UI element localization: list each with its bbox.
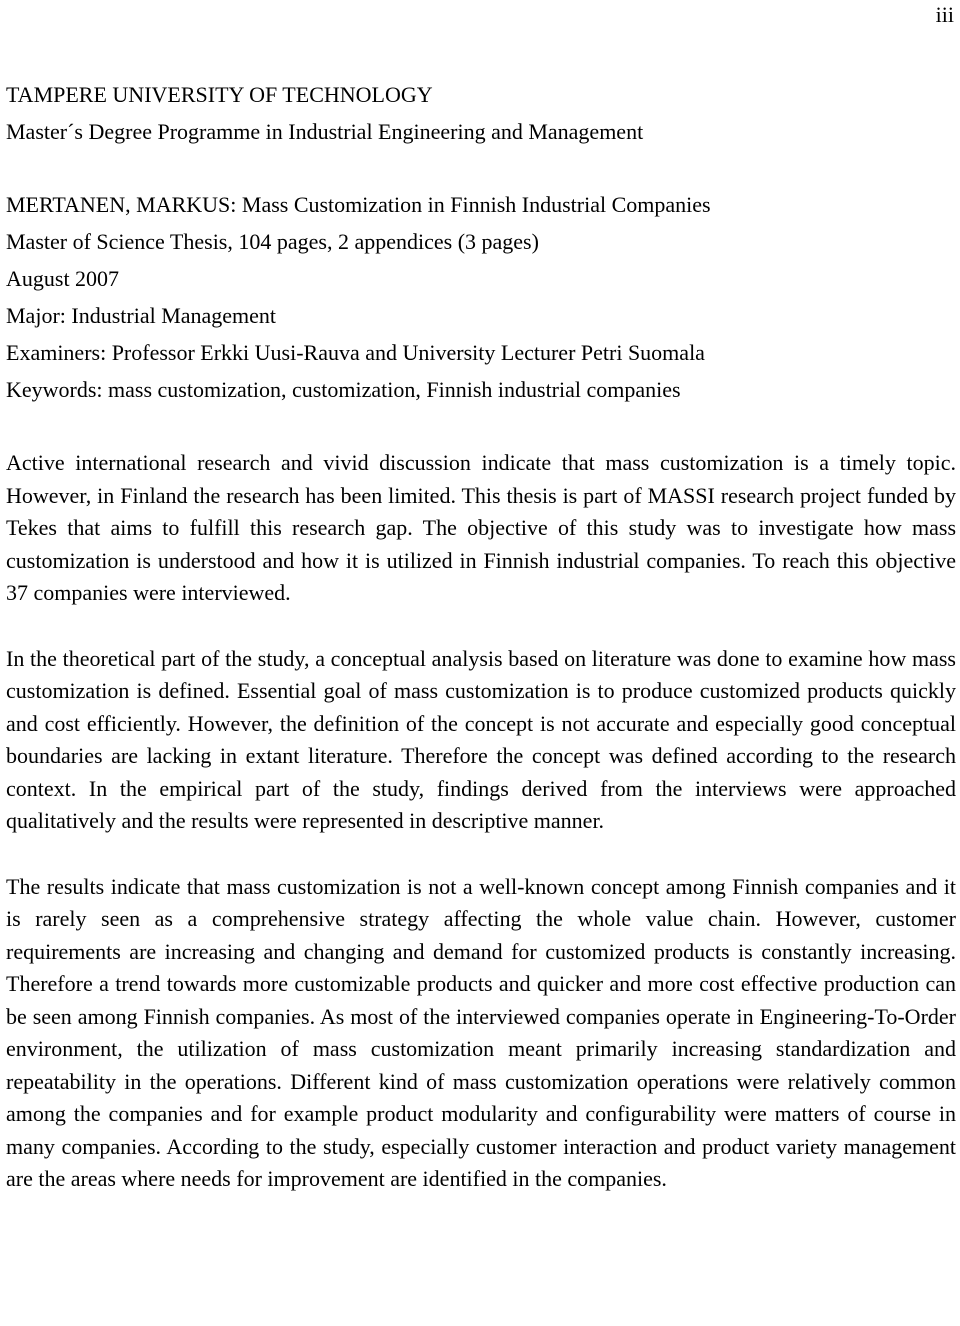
page-number: iii [935,2,954,27]
abstract-body [6,447,956,1196]
university-name: TAMPERE UNIVERSITY OF TECHNOLOGY [6,82,433,107]
abstract-paragraph-1: Active international research and vivid discussion indicate that mass customization is a timely topic. However, in Finland the research has been limited. This thesis is part of MASSI research project funded by Tekes that aims to fulfill this research gap. The objective of this study was to investigate how mass customization is understood and how it is utilized in Finnish industrial companies. To reach this objective 37 companies were interviewed. [6,450,956,605]
abstract-paragraph-2: In the theoretical part of the study, a conceptual analysis based on literature was done to examine how mass customization is defined. Essential goal of mass customization is to produce customized products quickly and cost efficiently. However, the definition of the concept is not accurate and especially good conceptual boundaries are lacking in extant literature. Therefore the concept was defined according to the research context. In the empirical part of the study, findings derived from the interviews were approached qualitatively and the results were represented in descriptive manner. [6,645,956,833]
major: Major: Industrial Management [6,303,277,328]
document-header [6,76,956,150]
thesis-metadata [6,186,956,408]
thesis-date: August 2007 [6,266,120,291]
thesis-info: Master of Science Thesis, 104 pages, 2 appendices (3 pages) [6,229,539,254]
degree-programme: Master´s Degree Programme in Industrial Engineering and Management [6,119,644,144]
examiners: Examiners: Professor Erkki Uusi-Rauva and University Lecturer Petri Suomala [6,340,705,365]
author-and-title: MERTANEN, MARKUS: Mass Customization in Finnish Industrial Companies [6,192,711,217]
keywords: Keywords: mass customization, customization, Finnish industrial companies [6,377,681,402]
abstract-paragraph-3: The results indicate that mass customization is not a well-known concept among Finnish companies and it is rarely seen as a comprehensive strategy affecting the whole value chain. However, customer requirements are increasing and changing and demand for customized products is constantly increasing. Therefore a trend towards more customizable products and quicker and more cost effective production can be seen among Finnish companies. As most of the interviewed companies operate in Engineering-To-Order environment, the utilization of mass customization meant primarily increasing standardization and repeatability in the operations. Different kind of mass customization operations were relatively common among the companies and for example product modularity and configurability were matters of course in many companies. According to the study, especially customer interaction and product variety management are the areas where needs for improvement are identified in the companies. [6,873,956,1191]
